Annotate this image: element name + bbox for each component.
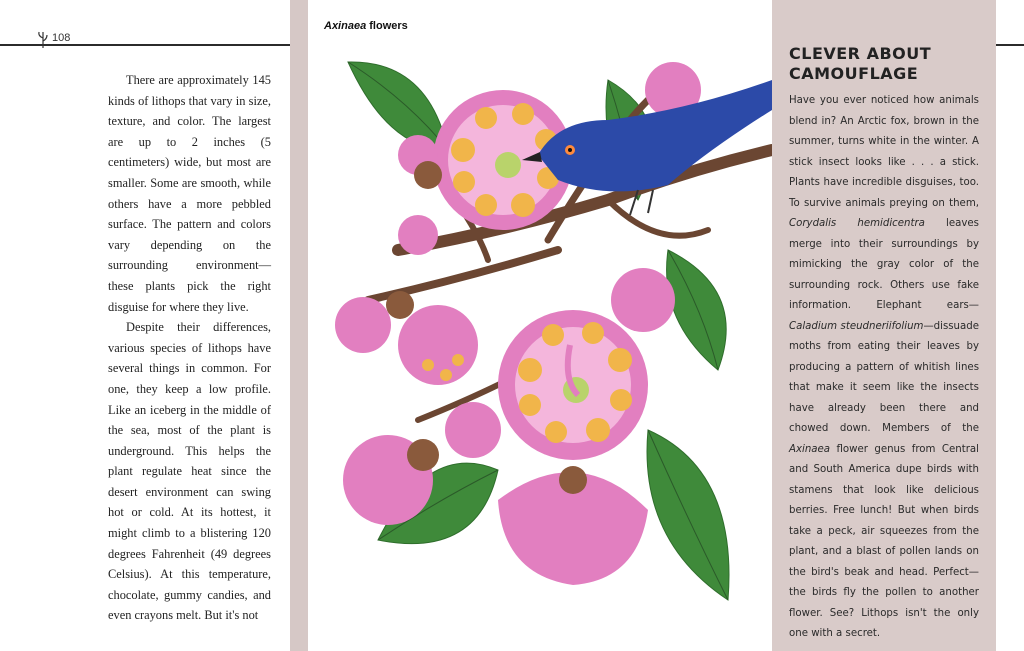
right-page-edge [996,0,1024,651]
page-number: 108 [52,32,71,44]
illustration-panel [308,0,772,651]
sidebar-paragraph [789,91,979,645]
body-text [108,70,271,626]
paragraph: Despite their differences, various species of lithops have several things in common. For one, they keep a low profile. Like an iceberg in the middle of the sea, most of the plant is underground. This helps the plant regulate heat since the desert environment can swing hot or cold. At its hottest, it might climb to a blistering 120 degrees Fahrenheit (49 degrees Celsius). At this temperature, chocolate, gummy candies, and even crayons melt. But it's not [108,320,271,623]
genus-name: Axinaea [789,443,831,455]
sidebar-body [789,91,979,645]
flower-middle [498,310,648,460]
caption-genus: Axinaea [324,20,367,32]
sidebar-text: —dissuade moths from eating their leaves by producing a pattern of whitish lines that make it seem like the insects have already been there and chowed down. Members of the [789,320,979,434]
sidebar-title-line: CLEVER ABOUT [789,44,932,63]
sidebar-text: Have you ever noticed how animals blend in? An Arctic fox, brown in the summer, turns white in the winter. A stick insect looks like . . . a stick. Plants have incredible disguises, too. To survive animals preying on them, [789,95,979,209]
page-gutter [290,0,308,651]
left-page [0,0,290,651]
sidebar-title [789,44,989,84]
sidebar-title-line: CAMOUFLAGE [789,64,919,83]
sidebar-box [772,0,996,651]
species-name: Corydalis hemidicentra [789,218,925,229]
sidebar-text: flower genus from Central and South America dupe birds with stamens that look like delicious berries. Free lunch! But when birds take a peck, air squeezes from the plant, and a blast of pollen lands on the bird's beak and head. Perfect—the birds fly the pollen to another flower. See? Lithops isn't the only one with a secret. [789,443,979,639]
paragraph: There are approximately 145 kinds of lithops that vary in size, texture, and color. The largest are up to 2 inches (5 centimeters) wide, but most are smaller. Some are smooth, while others have a more pebbled surface. The pattern and colors vary depending on the surrounding environment—these plants pick the right disguise for where they live. [108,73,271,314]
species-name: Caladium steudneriifolium [789,320,924,332]
caption-text: flowers [366,20,408,32]
header-rule [996,44,1024,46]
sprig-icon [36,30,50,48]
axinaea-flowers-illustration [308,0,772,651]
sidebar-text: leaves merge into their surroundings by mimicking the gray color of the surrounding rock. Others use fake information. Elephant ears— [789,218,979,311]
